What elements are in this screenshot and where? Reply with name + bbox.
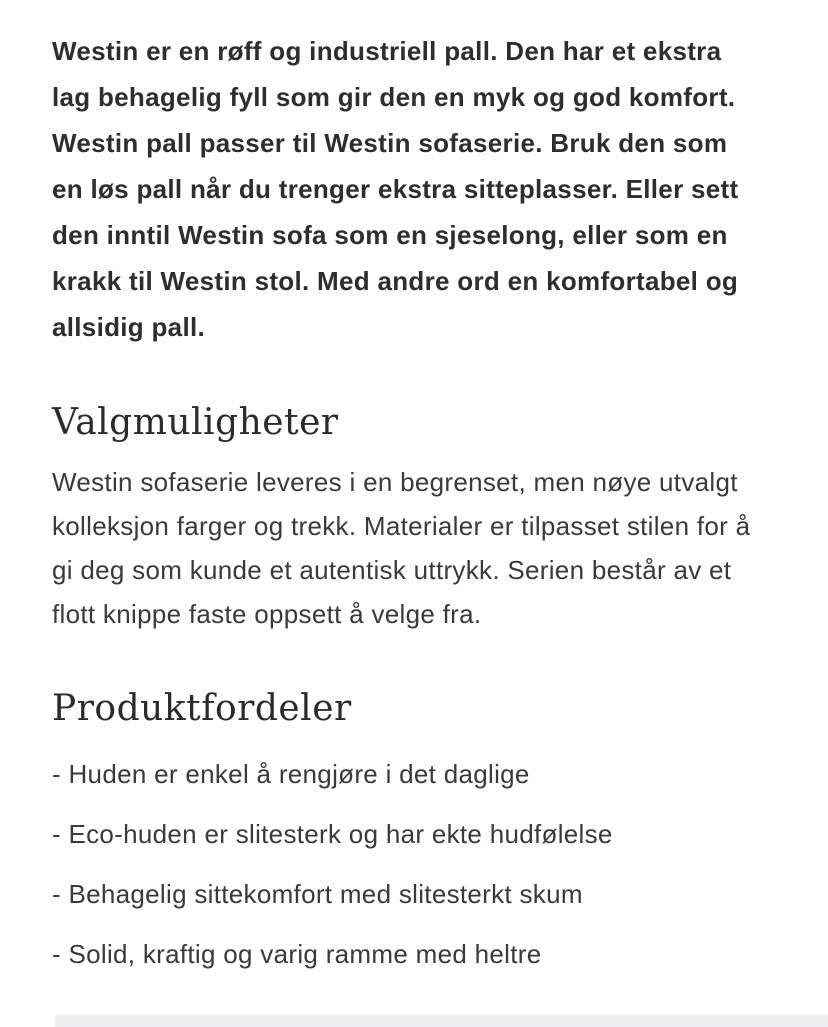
product-benefits-list [52,754,760,974]
section-heading-valgmuligheter: Valgmuligheter [52,402,339,443]
bottom-divider [55,1015,828,1027]
bullet-item: - Behagelig sittekomfort med slitesterkt skum [52,879,583,909]
bullet-item: - Eco-huden er slitesterk og har ekte hudfølelse [52,819,613,849]
bullet-item: - Huden er enkel å rengjøre i det daglige [52,759,530,789]
section-heading-produktfordeler: Produktfordeler [52,688,352,729]
section-body-valgmuligheter: Westin sofaserie leveres i en begrenset, men nøye utvalgt kolleksjon farger og trekk. Materialer er tilpasset stilen for å gi deg som kunde et autentisk uttrykk. Serien består av et flott knippe faste oppsett å velge fra. [52,467,751,629]
intro-paragraph: Westin er en røff og industriell pall. Den har et ekstra lag behagelig fyll som gir den en myk og god komfort. Westin pall passer til Westin sofaserie. Bruk den som en løs pall når du trenger ekstra sitteplasser. Eller sett den inntil Westin sofa som en sjeselong, eller som en krakk til Westin stol. Med andre ord en komfortabel og allsidig pall. [52,36,739,342]
product-description [52,0,760,994]
bullet-item: - Solid, kraftig og varig ramme med heltre [52,939,542,969]
